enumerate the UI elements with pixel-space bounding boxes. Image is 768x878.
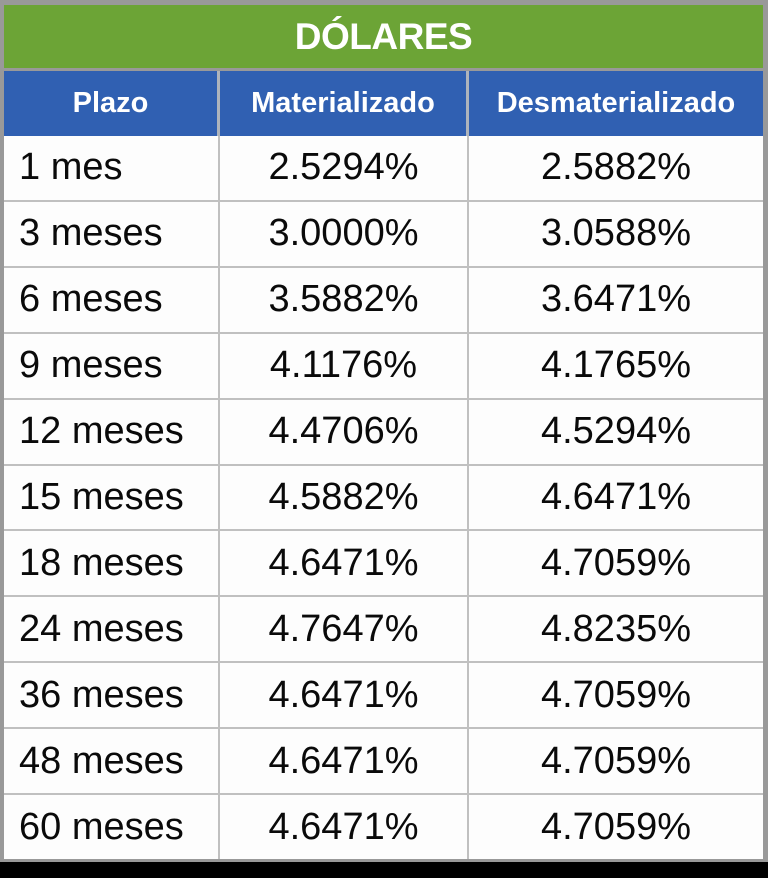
table-body xyxy=(4,136,763,859)
table-title-bar xyxy=(4,5,763,68)
cell-materializado: 4.6471% xyxy=(220,795,469,859)
column-header-materializado: Materializado xyxy=(220,71,469,136)
table-row xyxy=(4,266,763,332)
table-title: DÓLARES xyxy=(294,15,473,57)
cell-plazo: 24 meses xyxy=(4,597,220,661)
cell-plazo: 9 meses xyxy=(4,334,220,398)
table-row xyxy=(4,136,763,200)
table-row xyxy=(4,661,763,727)
cell-plazo: 3 meses xyxy=(4,202,220,266)
cell-plazo: 60 meses xyxy=(4,795,220,859)
cell-plazo: 12 meses xyxy=(4,400,220,464)
column-header-plazo: Plazo xyxy=(4,71,220,136)
column-header-row xyxy=(4,71,763,136)
table-row xyxy=(4,464,763,530)
cell-materializado: 4.6471% xyxy=(220,531,469,595)
table-row xyxy=(4,595,763,661)
cell-materializado: 4.6471% xyxy=(220,729,469,793)
bottom-black-bar xyxy=(0,862,768,878)
cell-desmaterializado: 4.7059% xyxy=(540,805,691,848)
cell-desmaterializado: 4.5294% xyxy=(540,410,691,453)
table-row xyxy=(4,200,763,266)
cell-materializado: 4.4706% xyxy=(220,400,469,464)
cell-desmaterializado: 4.8235% xyxy=(540,607,691,650)
cell-plazo: 15 meses xyxy=(4,466,220,530)
cell-materializado: 4.6471% xyxy=(220,663,469,727)
cell-materializado: 4.7647% xyxy=(220,597,469,661)
cell-desmaterializado: 4.7059% xyxy=(540,673,691,716)
table-row xyxy=(4,529,763,595)
cell-plazo: 48 meses xyxy=(4,729,220,793)
cell-materializado: 3.5882% xyxy=(220,268,469,332)
table-row xyxy=(4,332,763,398)
table-row xyxy=(4,793,763,859)
cell-plazo: 6 meses xyxy=(4,268,220,332)
cell-plazo: 18 meses xyxy=(4,531,220,595)
cell-plazo: 1 mes xyxy=(4,136,220,200)
cell-desmaterializado: 3.0588% xyxy=(540,212,691,255)
cell-desmaterializado: 4.7059% xyxy=(540,739,691,782)
cell-materializado: 4.1176% xyxy=(220,334,469,398)
cell-desmaterializado: 2.5882% xyxy=(540,146,691,189)
table-row xyxy=(4,398,763,464)
cell-materializado: 4.5882% xyxy=(220,466,469,530)
cell-desmaterializado: 4.6471% xyxy=(540,475,691,518)
cell-plazo: 36 meses xyxy=(4,663,220,727)
cell-desmaterializado: 4.1765% xyxy=(540,344,691,387)
cell-materializado: 2.5294% xyxy=(220,136,469,200)
cell-desmaterializado: 4.7059% xyxy=(540,541,691,584)
table-row xyxy=(4,727,763,793)
cell-desmaterializado: 3.6471% xyxy=(540,278,691,321)
cell-materializado: 3.0000% xyxy=(220,202,469,266)
column-header-desmaterializado: Desmaterializado xyxy=(496,87,736,119)
